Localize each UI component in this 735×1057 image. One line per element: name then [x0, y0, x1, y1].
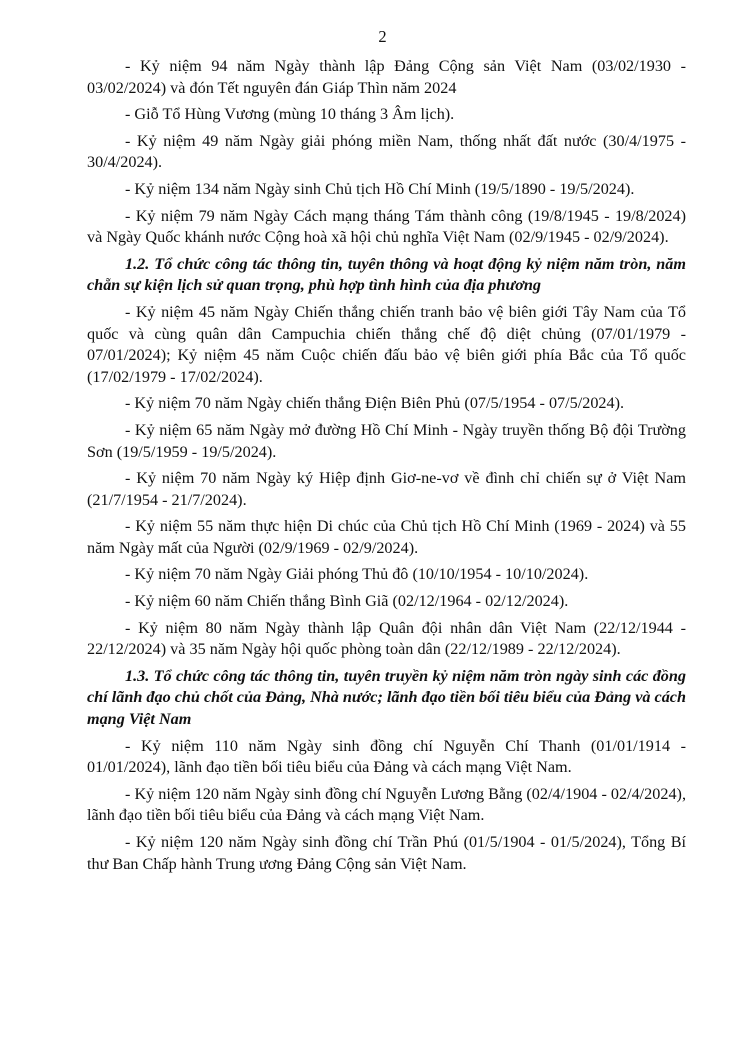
paragraph-birthday-nguyen-chi-thanh: - Kỷ niệm 110 năm Ngày sinh đồng chí Nguyễn Chí Thanh (01/01/1914 - 01/01/2024), lãnh đạo tiền bối tiêu biểu của Đảng và cách mạng Việt Nam. — [87, 736, 686, 777]
paragraph-birthday-nguyen-luong-bang: - Kỷ niệm 120 năm Ngày sinh đồng chí Nguyễn Lương Bằng (02/4/1904 - 02/4/2024), lãnh đạo tiền bối tiêu biểu của Đảng và cách mạng Việt Nam. — [87, 784, 686, 825]
section-heading-1-3: 1.3. Tổ chức công tác thông tin, tuyên truyền kỷ niệm năm tròn ngày sinh các đồng chí lãnh đạo chủ chốt của Đảng, Nhà nước; lãnh đạo tiền bối tiêu biểu của Đảng và cách mạng Việt Nam — [87, 666, 686, 729]
paragraph-anniversary-peoples-army: - Kỷ niệm 80 năm Ngày thành lập Quân đội nhân dân Việt Nam (22/12/1944 - 22/12/2024) và 35 năm Ngày hội quốc phòng toàn dân (22/12/1989 - 22/12/2024). — [87, 618, 686, 659]
paragraph-anniversary-testament: - Kỷ niệm 55 năm thực hiện Di chúc của Chủ tịch Hồ Chí Minh (1969 - 2024) và 55 năm Ngày mất của Người (02/9/1969 - 02/9/2024). — [87, 517, 686, 557]
paragraph-birthday-tran-phu: - Kỷ niệm 120 năm Ngày sinh đồng chí Trần Phú (01/5/1904 - 01/5/2024), Tổng Bí thư Ban Chấp hành Trung ương Đảng Cộng sản Việt Nam. — [87, 833, 686, 873]
paragraph-anniversary-party-founding: - Kỷ niệm 94 năm Ngày thành lập Đảng Cộng sản Việt Nam (03/02/1930 - 03/02/2024) và đón Tết nguyên đán Giáp Thìn năm 2024 — [87, 57, 686, 97]
paragraph-hung-kings-commemoration: - Giỗ Tổ Hùng Vương (mùng 10 tháng 3 Âm lịch). — [125, 105, 455, 124]
paragraph-anniversary-geneva-accords: - Kỷ niệm 70 năm Ngày ký Hiệp định Giơ-ne-vơ về đình chỉ chiến sự ở Việt Nam (21/7/1954 - 21/7/2024). — [87, 469, 686, 509]
paragraph-anniversary-capital-liberation: - Kỷ niệm 70 năm Ngày Giải phóng Thủ đô (10/10/1954 - 10/10/2024). — [125, 565, 589, 584]
paragraph-anniversary-august-revolution: - Kỷ niệm 79 năm Ngày Cách mạng tháng Tám thành công (19/8/1945 - 19/8/2024) và Ngày Quốc khánh nước Cộng hoà xã hội chủ nghĩa Việt Nam (02/9/1945 - 02/9/2024). — [87, 206, 686, 247]
paragraph-anniversary-dien-bien-phu: - Kỷ niệm 70 năm Ngày chiến thắng Điện Biên Phủ (07/5/1954 - 07/5/2024). — [125, 394, 625, 413]
paragraph-anniversary-binh-gia: - Kỷ niệm 60 năm Chiến thắng Bình Giã (02/12/1964 - 02/12/2024). — [125, 592, 569, 611]
paragraph-anniversary-ho-chi-minh-birthday: - Kỷ niệm 134 năm Ngày sinh Chủ tịch Hồ Chí Minh (19/5/1890 - 19/5/2024). — [125, 179, 635, 198]
page-number: 2 — [378, 27, 387, 46]
paragraph-anniversary-southwest-border: - Kỷ niệm 45 năm Ngày Chiến thắng chiến tranh bảo vệ biên giới Tây Nam của Tổ quốc và cùng quân dân Campuchia chiến thắng chế độ diệt chủng (07/01/1979 - 07/01/2024); Kỷ niệm 45 năm Cuộc chiến đấu bảo vệ biên giới phía Bắc của Tổ quốc (17/02/1979 - 17/02/2024). — [87, 302, 686, 386]
paragraph-anniversary-reunification: - Kỷ niệm 49 năm Ngày giải phóng miền Nam, thống nhất đất nước (30/4/1975 - 30/4/2024). — [87, 131, 686, 172]
section-heading-1-2: 1.2. Tổ chức công tác thông tin, tuyên thông và hoạt động kỷ niệm năm tròn, năm chẵn sự kiện lịch sử quan trọng, phù hợp tình hình của địa phương — [87, 254, 686, 295]
paragraph-anniversary-truong-son-trail: - Kỷ niệm 65 năm Ngày mở đường Hồ Chí Minh - Ngày truyền thống Bộ đội Trường Sơn (19/5/1959 - 19/5/2024). — [87, 420, 686, 461]
